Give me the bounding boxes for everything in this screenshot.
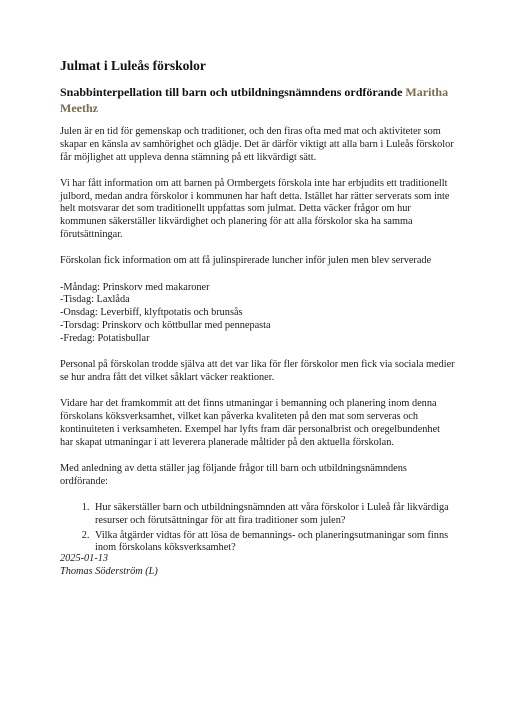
- menu-item: -Tisdag: Laxlåda: [60, 294, 130, 306]
- subtitle-text: Snabbinterpellation till barn och utbildningsnämndens ordförande: [60, 85, 406, 99]
- paragraph-intro: Julen är en tid för gemenskap och traditioner, och den firas ofta med mat och aktiviteter som skapar en känsla av samhörighet och glädje. Det är därför viktigt att alla barn i Luleås förskolor får möjlighet att uppleva denna stämning på ett likvärdigt sätt.: [60, 126, 454, 163]
- document-title: Julmat i Luleås förskolor: [60, 58, 206, 73]
- question-item: 2. Vilka åtgärder vidtas för att lösa de bemannings- och planeringsutmaningar som finns inom förskolans köksverksamhet?: [92, 530, 455, 556]
- signature-block: [60, 552, 158, 578]
- paragraph-menu-intro: Förskolan fick information om att få julinspirerade luncher inför julen men blev serverade: [60, 255, 432, 267]
- paragraph-ormberget: Vi har fått information om att barnen på Ormbergets förskola inte har erbjudits ett traditionellt julbord, medan andra förskolor i kommunen har haft detta. Istället har rätter serverats som inte helt motsvarar det som traditionellt uppfattas som julmat. Detta väcker frågor om hur kommunen säkerställer likvärdighet och planering för att alla förskolor ska ha samma förutsättningar.: [60, 177, 450, 241]
- signature-date: 2025-01-13: [60, 553, 109, 564]
- menu-item: -Onsdag: Leverbiff, klyftpotatis och brunsås: [60, 307, 243, 319]
- signature-name: Thomas Söderström (L): [60, 566, 158, 577]
- document-subtitle: [60, 85, 452, 116]
- paragraph-staff: Personal på förskolan trodde själva att det var lika för fler förskolor men fick via sociala medier se hur andra fått det vilket såklart väcker reaktioner.: [60, 359, 455, 383]
- menu-item: -Måndag: Prinskorv med makaroner: [60, 281, 210, 293]
- subtitle-name: Maritha Meethz: [60, 85, 449, 115]
- questions-list: [60, 502, 455, 555]
- menu-item: -Torsdag: Prinskorv och köttbullar med pennepasta: [60, 320, 271, 332]
- paragraph-questions-intro: Med anledning av detta ställer jag följande frågor till barn och utbildningsnämndens ordförande:: [60, 462, 407, 487]
- menu-item: -Fredag: Potatisbullar: [60, 332, 150, 344]
- document-body: [60, 126, 455, 557]
- paragraph-challenges: Vidare har det framkommit att det finns utmaningar i bemanning och planering inom denna förskolans köksverksamhet, vilket kan påverka kvaliteten på den mat som serveras och kontinuiteten i verksamheten. Exempel har lyfts fram där personalbrist och oregelbundenhet har skapat utmaningar i att leverera planerade måltider på den aktuella förskolan.: [60, 398, 441, 448]
- menu-list: [60, 282, 455, 346]
- question-item: 1. Hur säkerställer barn och utbildningsnämnden att våra förskolor i Luleå får likvärdiga resurser och förutsättningar för att fira traditioner som julen?: [92, 502, 455, 528]
